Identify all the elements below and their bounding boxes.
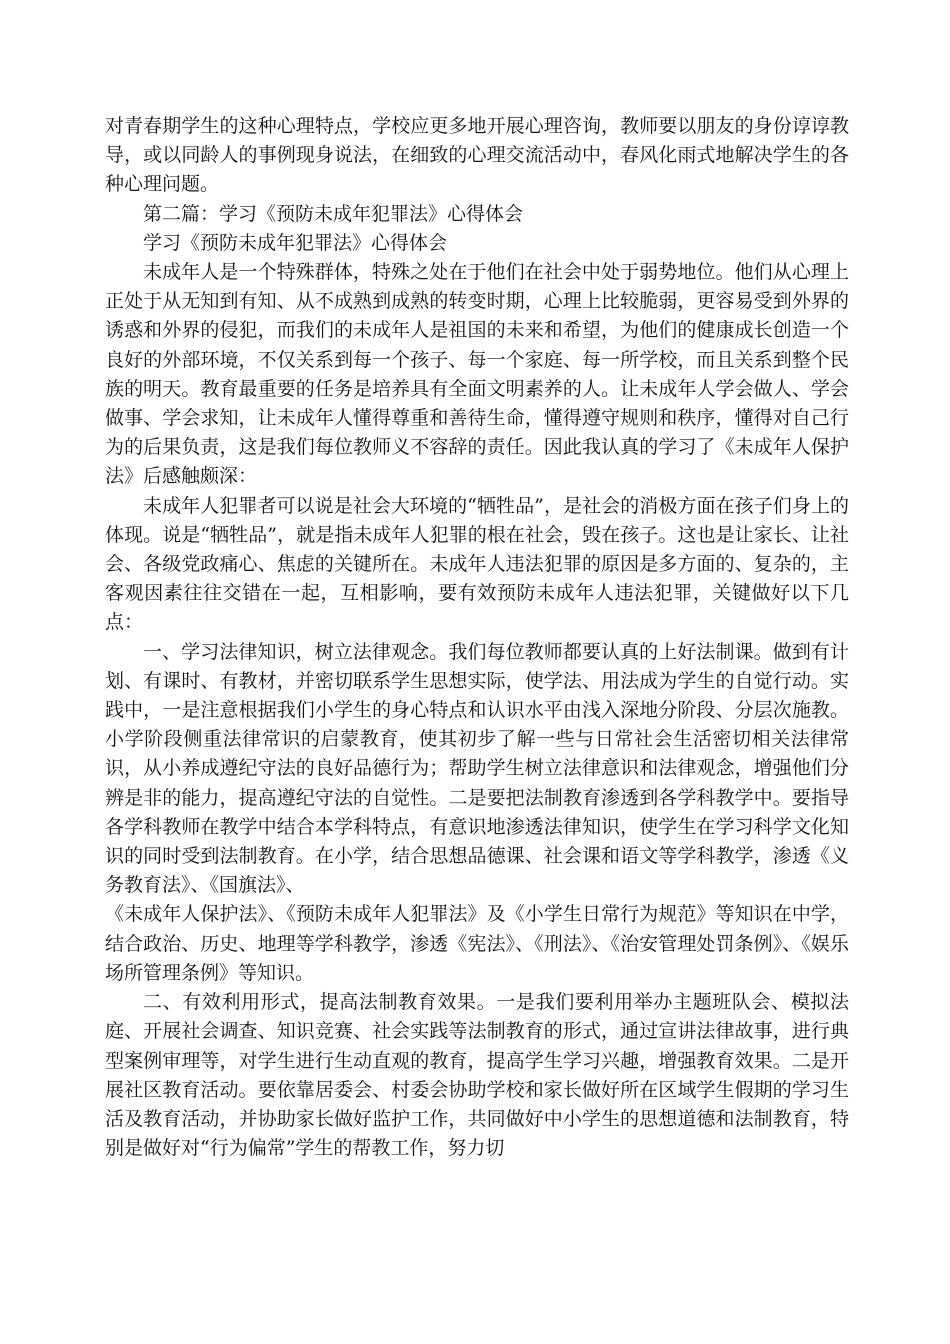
body-paragraph-point-one: 一、学习法律知识，树立法律观念。我们每位教师都要认真的上好法制课。做到有计划、有课时、有教材，并密切联系学生思想实际，使学法、用法成为学生的自觉行动。实践中，一是注意根据我们小学生的身心特点和认识水平由浅入深地分阶段、分层次施教。小学阶段侧重法律常识的启蒙教育，使其初步了解一些与日常社会生活密切相关法律常识，从小养成遵纪守法的良好品德行为；帮助学生树立法律意识和法律观念，增强他们分辨是非的能力，提高遵纪守法的自觉性。二是要把法制教育渗透到各学科教学中。要指导各学科教师在教学中结合本学科特点，有意识地渗透法律知识，使学生在学习科学文化知识的同时受到法制教育。在小学，结合思想品德课、社会课和语文等学科教学，渗透《义务教育法》、《国旗法》、	[105, 640, 849, 897]
body-paragraph-point-two: 二、有效利用形式，提高法制教育效果。一是我们要利用举办主题班队会、模拟法庭、开展社会调查、知识竞赛、社会实践等法制教育的形式，通过宣讲法律故事，进行典型案例审理等，对学生进行生动直观的教育，提高学生学习兴趣，增强教育效果。二是开展社区教育活动。要依靠居委会、村委会协助学校和家长做好所在区域学生假期的学习生活及教育活动，并协助家长做好监护工作，共同做好中小学生的思想道德和法制教育，特别是做好对“行为偏常”学生的帮教工作，努力切	[105, 991, 849, 1160]
section-heading: 第二篇：学习《预防未成年犯罪法》心得体会	[143, 202, 524, 225]
body-paragraph-causes: 未成年人犯罪者可以说是社会大环境的“牺牲品”，是社会的消极方面在孩子们身上的体现。说是“牺牲品”，就是指未成年人犯罪的根在社会，毁在孩子。这也是让家长、让社会、各级党政痛心、焦虑的关键所在。未成年人违法犯罪的原因是多方面的、复杂的，主客观因素往往交错在一起，互相影响，要有效预防未成年人违法犯罪，关键做好以下几点：	[105, 494, 849, 634]
body-paragraph-laws-list: 《未成年人保护法》、《预防未成年人犯罪法》及《小学生日常行为规范》等知识在中学，结合政治、历史、地理等学科教学，渗透《宪法》、《刑法》、《治安管理处罚条例》、《娱乐场所管理条例》等知识。	[105, 903, 849, 984]
document-page	[105, 112, 849, 1163]
body-paragraph-intro: 未成年人是一个特殊群体，特殊之处在于他们在社会中处于弱势地位。他们从心理上正处于从无知到有知、从不成熟到成熟的转变时期，心理上比较脆弱，更容易受到外界的诱惑和外界的侵犯，而我们的未成年人是祖国的未来和希望，为他们的健康成长创造一个良好的外部环境，不仅关系到每一个孩子、每一个家庭、每一所学校，而且关系到整个民族的明天。教育最重要的任务是培养具有全面文明素养的人。让未成年人学会做人、学会做事、学会求知，让未成年人懂得尊重和善待生命，懂得遵守规则和秩序，懂得对自己行为的后果负责，这是我们每位教师义不容辞的责任。因此我认真的学习了《未成年人保护法》后感触颇深：	[105, 261, 849, 488]
essay-title: 学习《预防未成年犯罪法》心得体会	[143, 231, 448, 254]
paragraph-continuation: 对青春期学生的这种心理特点，学校应更多地开展心理咨询，教师要以朋友的身份谆谆教导，或以同龄人的事例现身说法，在细致的心理交流活动中，春风化雨式地解决学生的各种心理问题。	[105, 115, 849, 196]
